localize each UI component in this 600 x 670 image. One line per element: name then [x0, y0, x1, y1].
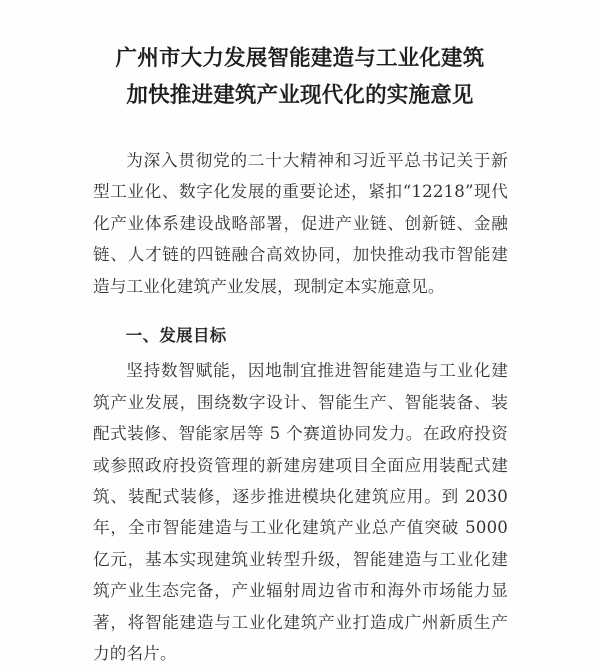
page-title-line-2: 加快推进建筑产业现代化的实施意见 [126, 83, 474, 108]
section-body-development-goals: 坚持数智赋能，因地制宜推进智能建造与工业化建筑产业发展，围绕数字设计、智能生产、智能装备、装配式装修、智能家居等 5 个赛道协同发力。在政府投资或参照政府投资管理的新建房建项目全面应用装配式建筑、装配式装修，逐步推进模块化建筑应用。到 2030 年，全市智能建造与工业化建筑产业总产值突破 5000 亿元，基本实现建筑业转型升级，智能建造与工业化建筑产业生态完备，产业辐射周边省市和海外市场能力显著，将智能建造与工业化建筑产业打造成广州新质生产力的名片。 [93, 361, 508, 664]
page-title [0, 0, 600, 114]
document-body [0, 145, 600, 670]
page-title-line-1: 广州市大力发展智能建造与工业化建筑 [115, 46, 485, 71]
preamble-paragraph: 为深入贯彻党的二十大精神和习近平总书记关于新型工业化、数字化发展的重要论述，紧扣“12218”现代化产业体系建设战略部署，促进产业链、创新链、金融链、人才链的四链融合高效协同，加快推动我市智能建造与工业化建筑产业发展，现制定本实施意见。 [93, 151, 508, 296]
section-heading-development-goals: 一、发展目标 [125, 326, 227, 346]
